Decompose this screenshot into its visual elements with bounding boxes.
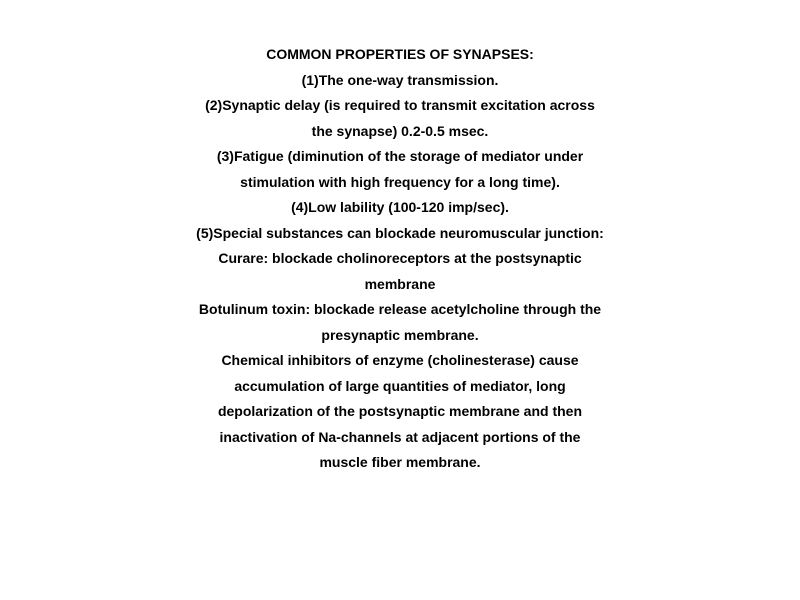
property-1-line: (1)The one-way transmission. <box>301 71 499 88</box>
botulinum-line-2: presynaptic membrane. <box>321 326 479 343</box>
inhibitors-line-1: Chemical inhibitors of enzyme (cholinesterase) cause <box>221 352 579 368</box>
property-5-line: (5)Special substances can blockade neuromuscular junction: <box>196 224 604 241</box>
property-4-line: (4)Low lability (100-120 imp/sec). <box>291 199 509 215</box>
property-3-line-1: (3)Fatigue (diminution of the storage of mediator under <box>216 148 584 164</box>
inhibitors-line-4: inactivation of Na-channels at adjacent portions of the <box>219 428 581 445</box>
inhibitors-line-2: accumulation of large quantities of mediator, long <box>234 377 566 394</box>
slide-title: COMMON PROPERTIES OF SYNAPSES: <box>266 46 534 62</box>
property-2-line-2: the synapse) 0.2-0.5 msec. <box>311 122 489 139</box>
curare-line-1: Curare: blockade cholinoreceptors at the postsynaptic <box>218 250 582 266</box>
curare-line-2: membrane <box>364 275 436 292</box>
slide-text-body <box>0 42 800 476</box>
botulinum-line-1: Botulinum toxin: blockade release acetylcholine through the <box>198 301 602 317</box>
property-2-line-1: (2)Synaptic delay (is required to transmit excitation across <box>205 97 595 113</box>
property-3-line-2: stimulation with high frequency for a long time). <box>240 173 560 190</box>
inhibitors-line-3: depolarization of the postsynaptic membrane and then <box>217 403 583 419</box>
inhibitors-line-5: muscle fiber membrane. <box>319 454 481 470</box>
